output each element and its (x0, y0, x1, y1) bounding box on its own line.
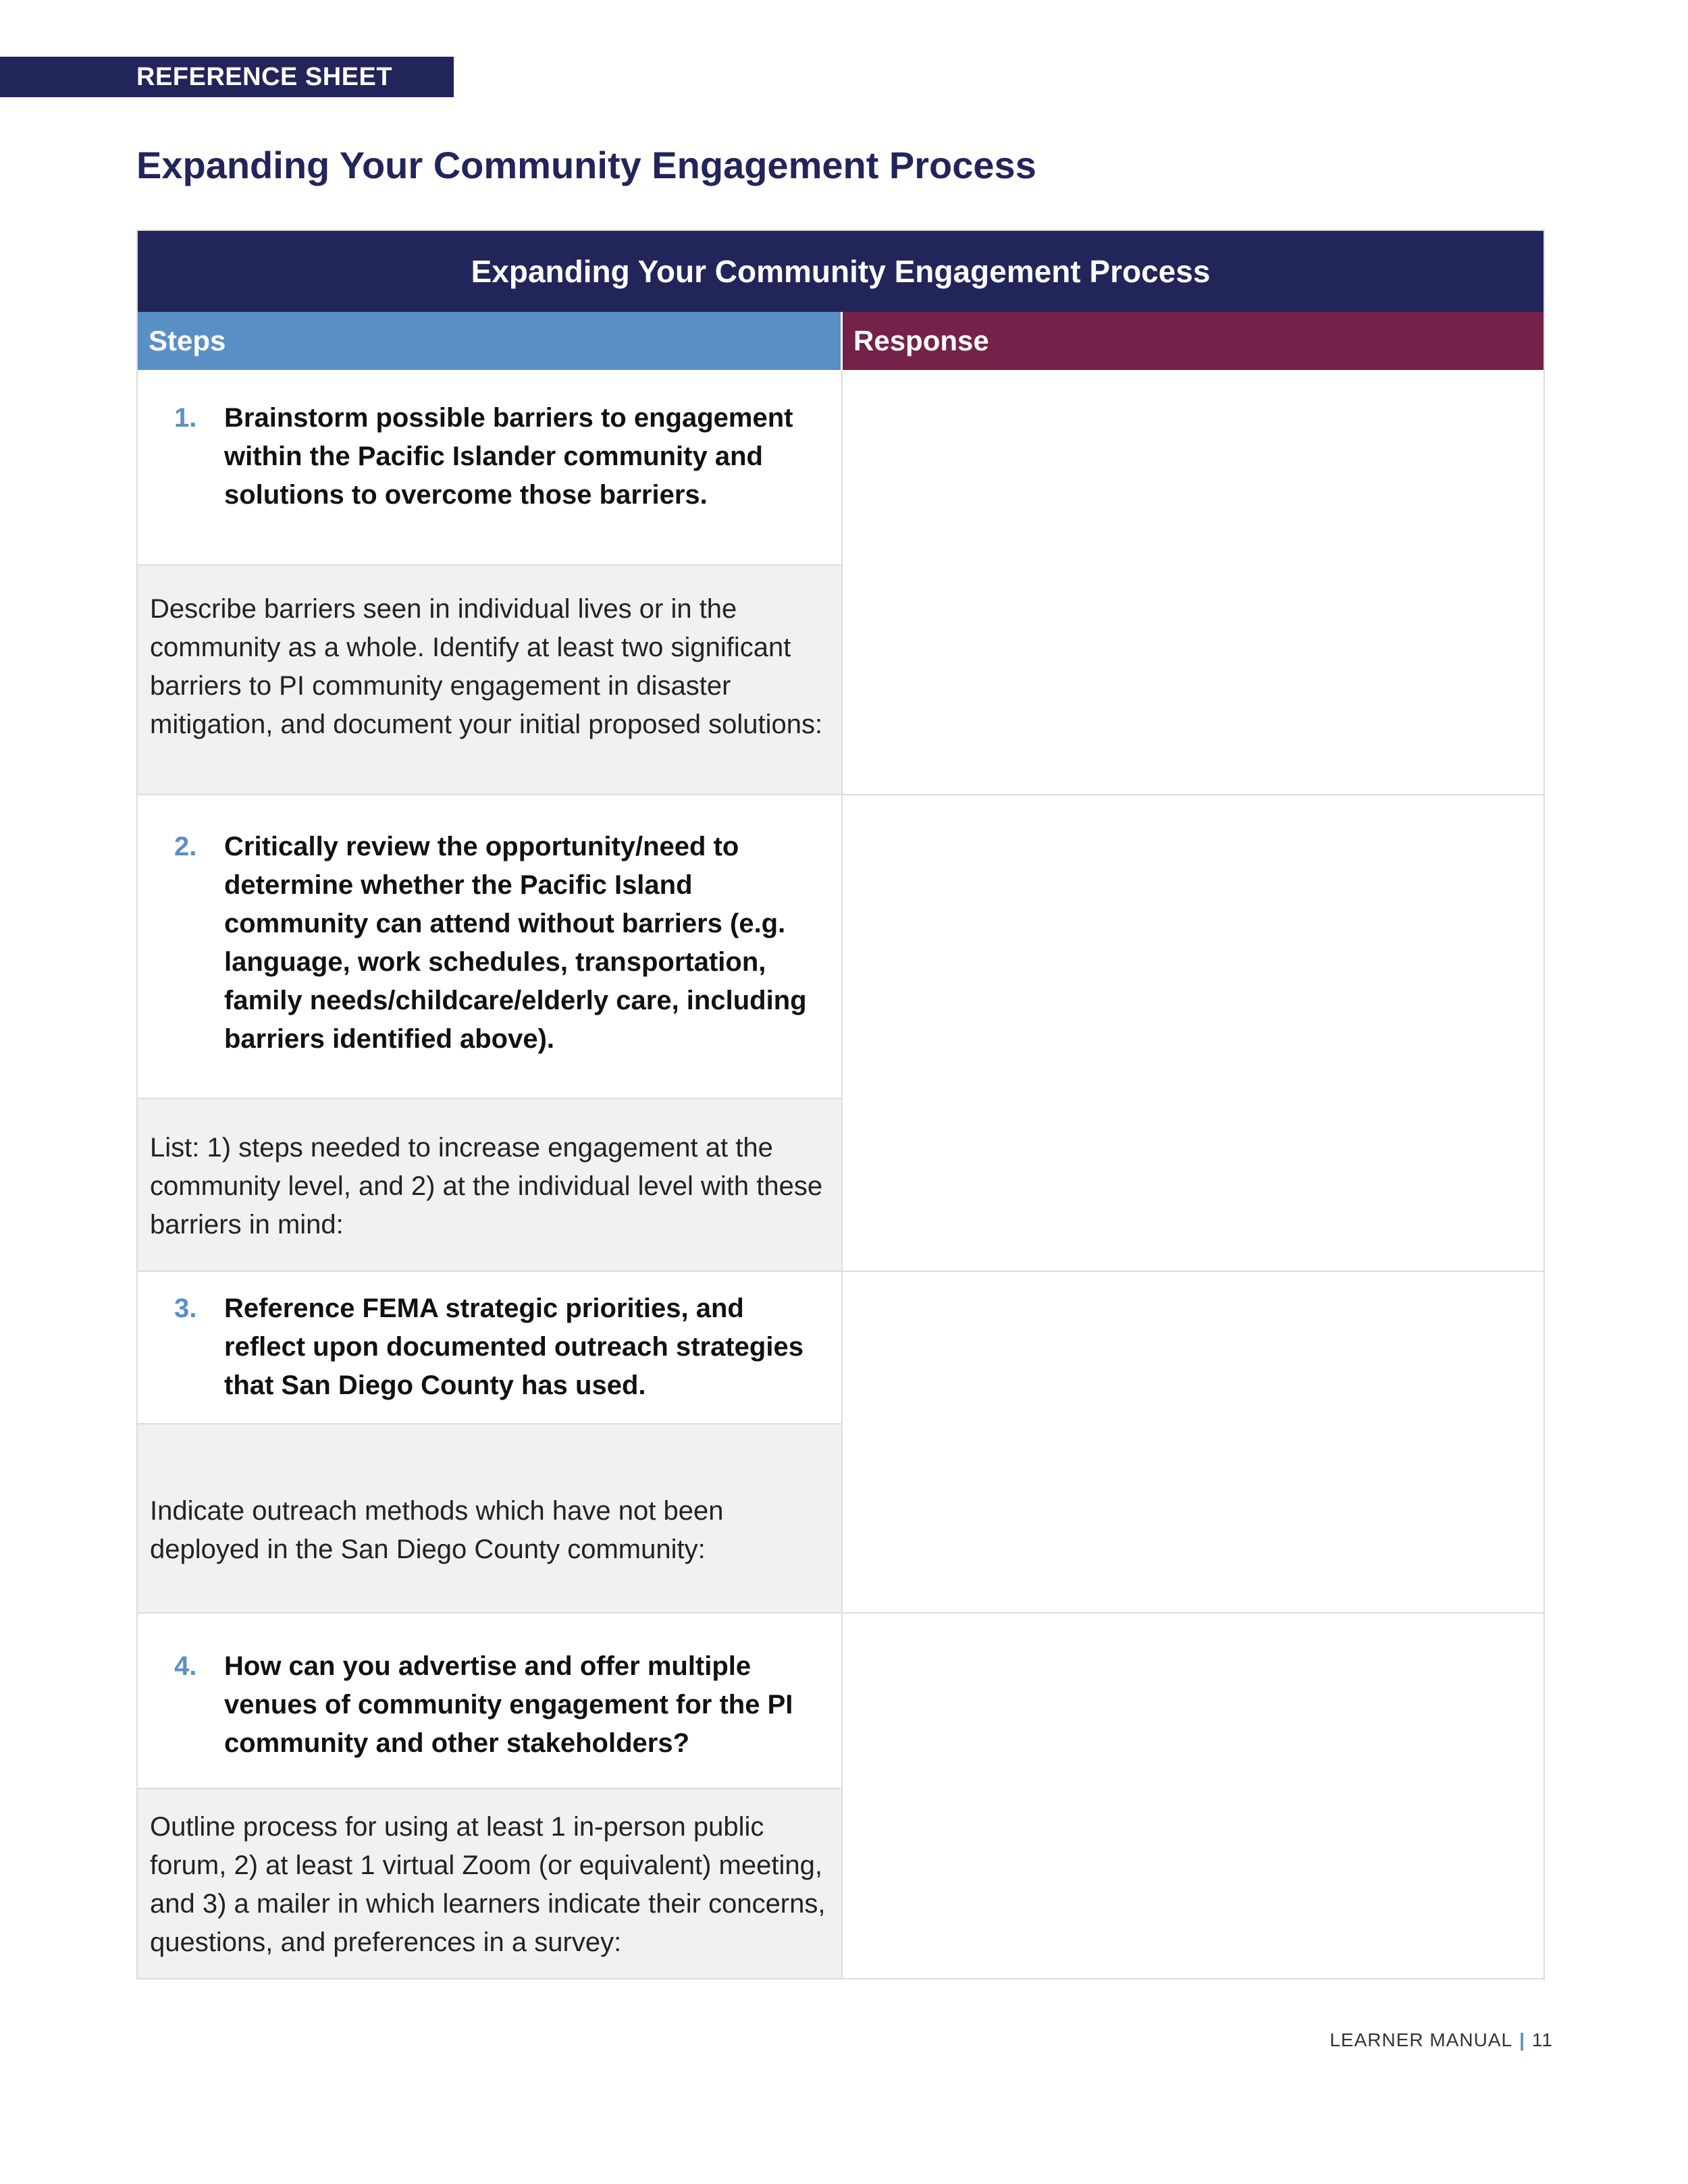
step-text: Reference FEMA strategic priorities, and reflect upon documented outreach strategies that San Diego County has used. (224, 1294, 803, 1400)
reference-sheet-tab: REFERENCE SHEET (0, 57, 454, 97)
footer-separator: | (1519, 2029, 1525, 2050)
step-prompt (138, 795, 841, 1098)
step-instructions: Describe barriers seen in individual lives or in the community as a whole. Identify at least two significant barriers to PI community engagement in disaster mitigation, and document your initial proposed solutions: (138, 564, 841, 794)
steps-column-header: Steps (138, 312, 843, 370)
footer-label: LEARNER MANUAL (1329, 2029, 1513, 2050)
step-number: 3. (174, 1294, 197, 1323)
column-headers (138, 312, 1544, 370)
page-number: 11 (1531, 2029, 1553, 2050)
step-number: 1. (174, 403, 197, 433)
response-cell-4[interactable] (843, 1614, 1544, 1978)
engagement-table (136, 230, 1545, 1979)
step-prompt (138, 1614, 841, 1788)
table-row (138, 1271, 1544, 1612)
step-instructions: List: 1) steps needed to increase engagement at the community level, and 2) at the individual level with these barriers in mind: (138, 1098, 841, 1271)
response-cell-3[interactable] (843, 1272, 1544, 1612)
table-row (138, 370, 1544, 794)
page-title: Expanding Your Community Engagement Process (136, 144, 1036, 186)
response-cell-2[interactable] (843, 795, 1544, 1271)
step-prompt (138, 1272, 841, 1423)
step-cell (138, 1614, 843, 1978)
step-text: How can you advertise and offer multiple venues of community engagement for the PI community and other stakeholders? (224, 1651, 793, 1758)
step-prompt (138, 370, 841, 564)
table-title: Expanding Your Community Engagement Process (138, 231, 1544, 312)
step-cell (138, 795, 843, 1271)
step-cell (138, 1272, 843, 1612)
step-number: 4. (174, 1651, 197, 1681)
page-footer (1329, 2029, 1553, 2051)
response-column-header: Response (843, 312, 1544, 370)
table-row (138, 1612, 1544, 1978)
step-instructions: Indicate outreach methods which have not been deployed in the San Diego County community: (138, 1423, 841, 1612)
step-cell (138, 370, 843, 794)
step-instructions: Outline process for using at least 1 in-person public forum, 2) at least 1 virtual Zoom (or equivalent) meeting, and 3) a mailer in which learners indicate their concerns, questions, and preferences in a survey: (138, 1788, 841, 1978)
step-text: Critically review the opportunity/need to determine whether the Pacific Island community can attend without barriers (e.g. language, work schedules, transportation, family needs/childcare/elderly care, including barriers identified above). (224, 832, 807, 1054)
step-number: 2. (174, 832, 197, 861)
table-row (138, 794, 1544, 1271)
response-cell-1[interactable] (843, 370, 1544, 794)
step-text: Brainstorm possible barriers to engagement within the Pacific Islander community and solutions to overcome those barriers. (224, 403, 793, 510)
